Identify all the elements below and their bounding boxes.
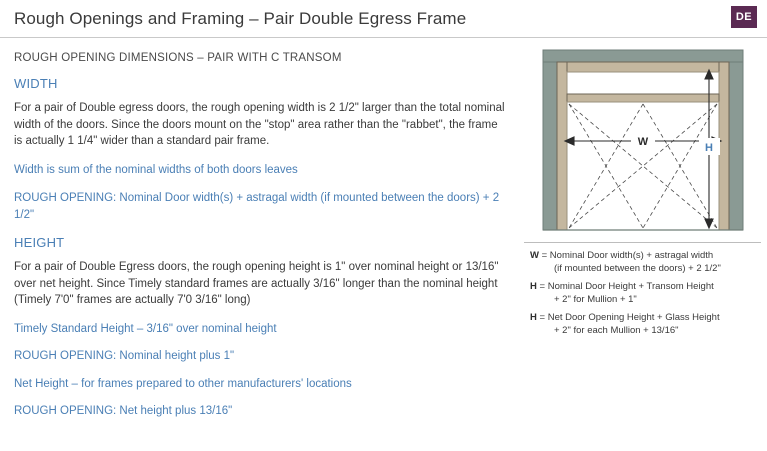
double-egress-frame-diagram: [527, 46, 759, 236]
legend-key: H: [530, 312, 537, 323]
page-title: Rough Openings and Framing – Pair Double Egress Frame: [14, 9, 467, 28]
frame-diagram-wrapper: [524, 46, 761, 236]
legend-item: [530, 250, 761, 275]
legend-item: [530, 281, 761, 306]
height-paragraph: For a pair of Double Egress doors, the rough opening height is 1" over nominal height or 13/16" over net height. Since Timely standard frames are actually 3/16" longer than the nominal height (Timely 7'0" frames are actually 7'0 3/16" long): [14, 261, 499, 306]
legend-line-1: = Nominal Door width(s) + astragal width: [541, 250, 714, 261]
height-rough-opening-nominal: ROUGH OPENING: Nominal height plus 1": [14, 350, 235, 362]
height-section-title: HEIGHT: [14, 235, 65, 250]
diagram-legend: [524, 242, 761, 337]
legend-line-2: + 2" for each Mullion + 13/16": [554, 324, 679, 336]
section-subheading: ROUGH OPENING DIMENSIONS – PAIR WITH C TRANSOM: [14, 52, 342, 64]
diagram-height-label: H: [704, 142, 713, 154]
height-note-net: Net Height – for frames prepared to other manufacturers' locations: [14, 377, 352, 390]
diagram-width-label: W: [637, 136, 648, 148]
text-column: [0, 38, 520, 431]
legend-item: [530, 312, 761, 337]
content-area: [0, 38, 767, 431]
height-rough-opening-net: ROUGH OPENING: Net height plus 13/16": [14, 405, 233, 417]
legend-key: H: [530, 281, 537, 292]
legend-line-2: + 2" for Mullion + 1": [554, 293, 637, 305]
width-rough-opening-note: ROUGH OPENING: Nominal Door width(s) + astragal width (if mounted between the doors) + 2 1/2": [14, 192, 500, 221]
width-note-sum: Width is sum of the nominal widths of both doors leaves: [14, 163, 298, 176]
width-paragraph: For a pair of Double egress doors, the rough opening width is 2 1/2" larger than the total nominal width of the doors. Since the doors mount on the "stop" area rather than the "rabbet", the frame is actually 1 1/4" wider than a standard pair frame.: [14, 102, 505, 147]
width-section-title: WIDTH: [14, 76, 58, 91]
height-note-standard: Timely Standard Height – 3/16" over nominal height: [14, 322, 277, 335]
legend-line-1: = Net Door Opening Height + Glass Height: [539, 312, 720, 323]
language-badge[interactable]: DE: [731, 6, 757, 28]
legend-key: W: [530, 250, 539, 261]
diagram-column: [520, 38, 767, 343]
legend-line-2: (if mounted between the doors) + 2 1/2": [554, 262, 721, 274]
legend-line-1: = Nominal Door Height + Transom Height: [539, 281, 714, 292]
page-header: [0, 0, 767, 38]
